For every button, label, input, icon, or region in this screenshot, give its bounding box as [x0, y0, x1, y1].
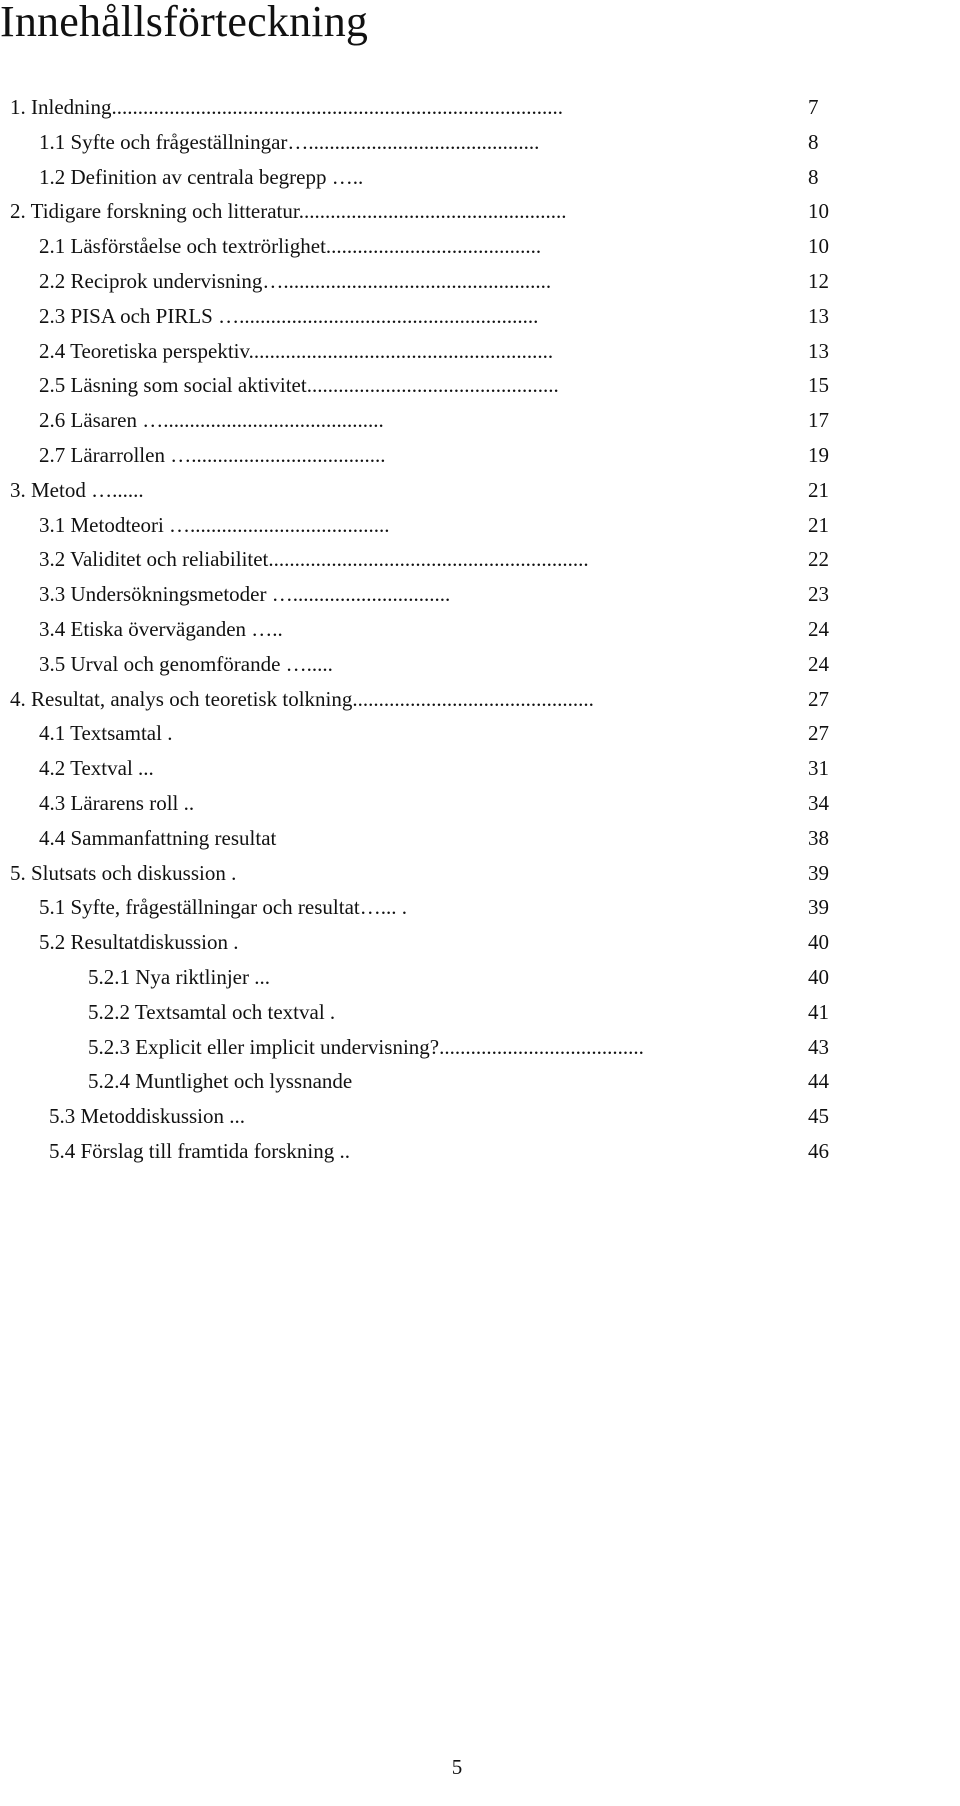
toc-entry — [0, 508, 960, 543]
toc-entry-page: 39 — [808, 860, 829, 885]
toc-entry-title: 5.4 Förslag till framtida forskning .. — [49, 1138, 350, 1163]
toc-entry-title: 1. Inledning...................................................................................... — [10, 95, 563, 119]
toc-entry-title: 5.2 Resultatdiskussion . — [39, 930, 239, 955]
toc-entry-title: 2.7 Lärarrollen …..................................... — [39, 442, 386, 467]
table-of-contents — [0, 90, 960, 1169]
toc-entry-page: 13 — [808, 303, 829, 328]
toc-entry — [0, 751, 960, 786]
toc-entry-title: 3.4 Etiska överväganden ….. — [39, 616, 283, 641]
toc-entry-title: 3.5 Urval och genomförande …..... — [39, 651, 333, 676]
toc-entry-title: 3.2 Validitet och reliabilitet............................................................. — [39, 547, 589, 572]
toc-entry-page: 24 — [808, 651, 829, 676]
toc-entry — [0, 160, 960, 195]
toc-entry-title: 2.5 Läsning som social aktivitet................................................ — [39, 373, 559, 398]
toc-entry-page: 15 — [808, 373, 829, 398]
page-number: 5 — [451, 1755, 463, 1779]
toc-entry — [0, 716, 960, 751]
toc-entry-page: 27 — [808, 721, 829, 746]
toc-entry — [0, 438, 960, 473]
toc-entry — [0, 403, 960, 438]
toc-entry — [0, 647, 960, 682]
toc-entry-title: 2.4 Teoretiska perspektiv.......................................................... — [39, 338, 554, 363]
toc-entry — [0, 786, 960, 821]
toc-entry-page: 23 — [808, 582, 829, 607]
toc-entry — [0, 229, 960, 264]
toc-entry-page: 12 — [808, 268, 829, 293]
toc-entry-title: 4.2 Textval ... — [39, 756, 154, 781]
toc-entry — [0, 194, 960, 229]
toc-entry — [0, 1099, 960, 1134]
toc-entry — [0, 856, 960, 891]
toc-entry-title: 4. Resultat, analys och teoretisk tolkning.............................................. — [10, 686, 594, 711]
page-title: Innehållsförteckning — [0, 0, 369, 46]
toc-entry-page: 8 — [808, 129, 819, 154]
toc-entry-page: 45 — [808, 1104, 829, 1129]
toc-entry-title: 1.2 Definition av centrala begrepp ….. — [39, 164, 364, 189]
toc-entry-title: 2.3 PISA och PIRLS …......................................................... — [39, 303, 539, 328]
toc-entry-title: 4.3 Lärarens roll .. — [39, 790, 195, 815]
toc-entry-title: 4.4 Sammanfattning resultat — [39, 825, 277, 850]
toc-entry — [0, 1030, 960, 1065]
toc-entry — [0, 890, 960, 925]
toc-entry-page: 21 — [808, 512, 829, 537]
toc-entry-title: 2.1 Läsförståelse och textrörlighet......................................... — [39, 234, 542, 259]
toc-entry — [0, 90, 960, 125]
toc-entry-page: 21 — [808, 477, 829, 502]
toc-entry-title: 1.1 Syfte och frågeställningar…............................................ — [39, 129, 540, 154]
toc-entry-title: 2.6 Läsaren ….......................................... — [39, 408, 384, 433]
toc-entry — [0, 995, 960, 1030]
toc-entry-page: 44 — [808, 1069, 829, 1094]
toc-entry-page: 19 — [808, 442, 829, 467]
toc-entry — [0, 299, 960, 334]
toc-entry-title: 5.1 Syfte, frågeställningar och resultat…... . — [39, 895, 407, 920]
toc-entry-title: 5.2.2 Textsamtal och textval . — [88, 999, 336, 1024]
toc-entry — [0, 542, 960, 577]
toc-entry-page: 17 — [808, 408, 829, 433]
toc-entry — [0, 925, 960, 960]
toc-entry-title: 2.2 Reciprok undervisning…................................................... — [39, 268, 552, 293]
toc-entry-page: 24 — [808, 616, 829, 641]
toc-entry-page: 41 — [808, 999, 829, 1024]
toc-entry — [0, 473, 960, 508]
toc-entry-page: 39 — [808, 895, 829, 920]
toc-entry-title: 3.3 Undersökningsmetoder ….............................. — [39, 582, 451, 607]
toc-entry-page: 10 — [808, 199, 829, 224]
toc-entry-title: 5. Slutsats och diskussion . — [10, 860, 237, 885]
toc-entry-title: 4.1 Textsamtal . — [39, 721, 173, 746]
toc-entry-title: 3. Metod …...... — [10, 477, 144, 502]
toc-entry-title: 5.2.4 Muntlighet och lyssnande — [88, 1069, 353, 1094]
toc-entry — [0, 960, 960, 995]
toc-entry-title: 3.1 Metodteori …...................................... — [39, 512, 390, 537]
toc-entry-page: 8 — [808, 164, 819, 189]
toc-entry-title: 5.2.1 Nya riktlinjer ... — [88, 964, 270, 989]
toc-entry — [0, 1134, 960, 1169]
toc-entry — [0, 612, 960, 647]
toc-entry-page: 22 — [808, 547, 829, 572]
toc-entry — [0, 125, 960, 160]
toc-entry-page: 43 — [808, 1034, 829, 1059]
toc-entry-page: 27 — [808, 686, 829, 711]
toc-entry-title: 5.3 Metoddiskussion ... — [49, 1104, 246, 1129]
toc-entry — [0, 264, 960, 299]
toc-entry-page: 46 — [808, 1138, 829, 1163]
toc-entry-title: 5.2.3 Explicit eller implicit undervisning?....................................... — [88, 1034, 644, 1059]
toc-entry — [0, 334, 960, 369]
toc-entry — [0, 368, 960, 403]
toc-entry-page: 13 — [808, 338, 829, 363]
toc-entry — [0, 1064, 960, 1099]
toc-entry-page: 34 — [808, 790, 829, 815]
toc-entry-page: 31 — [808, 756, 829, 781]
toc-entry — [0, 821, 960, 856]
toc-entry-page: 10 — [808, 234, 829, 259]
toc-entry-page: 7 — [808, 95, 819, 119]
toc-entry-page: 40 — [808, 930, 829, 955]
toc-entry-page: 38 — [808, 825, 829, 850]
toc-entry-title: 2. Tidigare forskning och litteratur................................................... — [10, 199, 567, 224]
toc-entry — [0, 577, 960, 612]
toc-entry — [0, 682, 960, 717]
toc-entry-page: 40 — [808, 964, 829, 989]
